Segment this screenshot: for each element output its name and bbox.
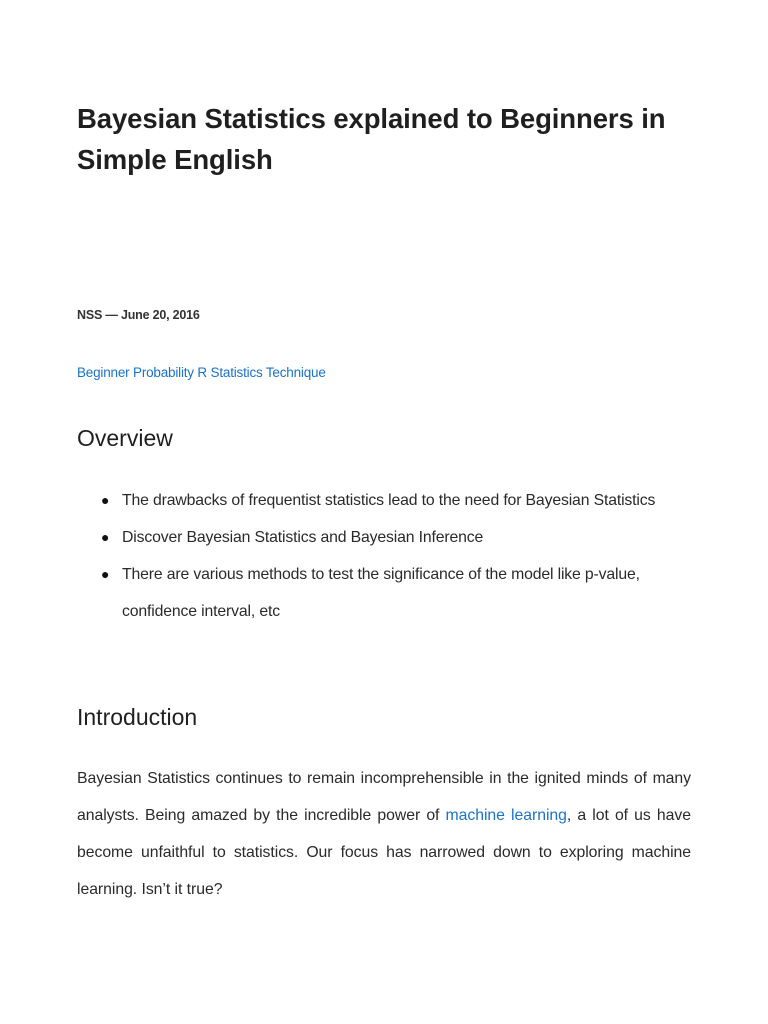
tag-technique[interactable]: Technique [265,365,326,380]
machine-learning-link[interactable]: machine learning [445,807,567,824]
tag-statistics[interactable]: Statistics [210,365,263,380]
tag-probability[interactable]: Probability [133,365,194,380]
article-title: Bayesian Statistics explained to Beginners in Simple English [77,103,666,175]
tag-r[interactable]: R [197,365,207,380]
bullet-dot-icon: ● [101,529,110,545]
paragraph-text: Bayesian Statistics continues to remain incomprehensible in the ignited minds of many analysts. Being amazed by the incredible power of [77,770,691,824]
list-item [77,482,691,519]
tag-list [77,365,326,380]
bullet-text: There are various methods to test the significance of the model like p-value, confidence interval, etc [122,566,640,620]
list-item [77,556,691,630]
bullet-dot-icon: ● [101,566,110,582]
overview-bullet-list [77,482,691,630]
bullet-text: Discover Bayesian Statistics and Bayesian Inference [122,529,484,546]
bullet-dot-icon: ● [101,492,110,508]
list-item [77,519,691,556]
paragraph-text: , a lot of us have become unfaithful to statistics. Our focus has narrowed down to exploring machine learning. Isn’t it true? [77,807,691,898]
introduction-paragraph [77,760,691,908]
introduction-heading: Introduction [77,704,198,730]
overview-heading: Overview [77,425,173,451]
tag-beginner[interactable]: Beginner [77,365,130,380]
bullet-text: The drawbacks of frequentist statistics lead to the need for Bayesian Statistics [122,492,656,509]
article-meta: NSS — June 20, 2016 [77,308,200,322]
